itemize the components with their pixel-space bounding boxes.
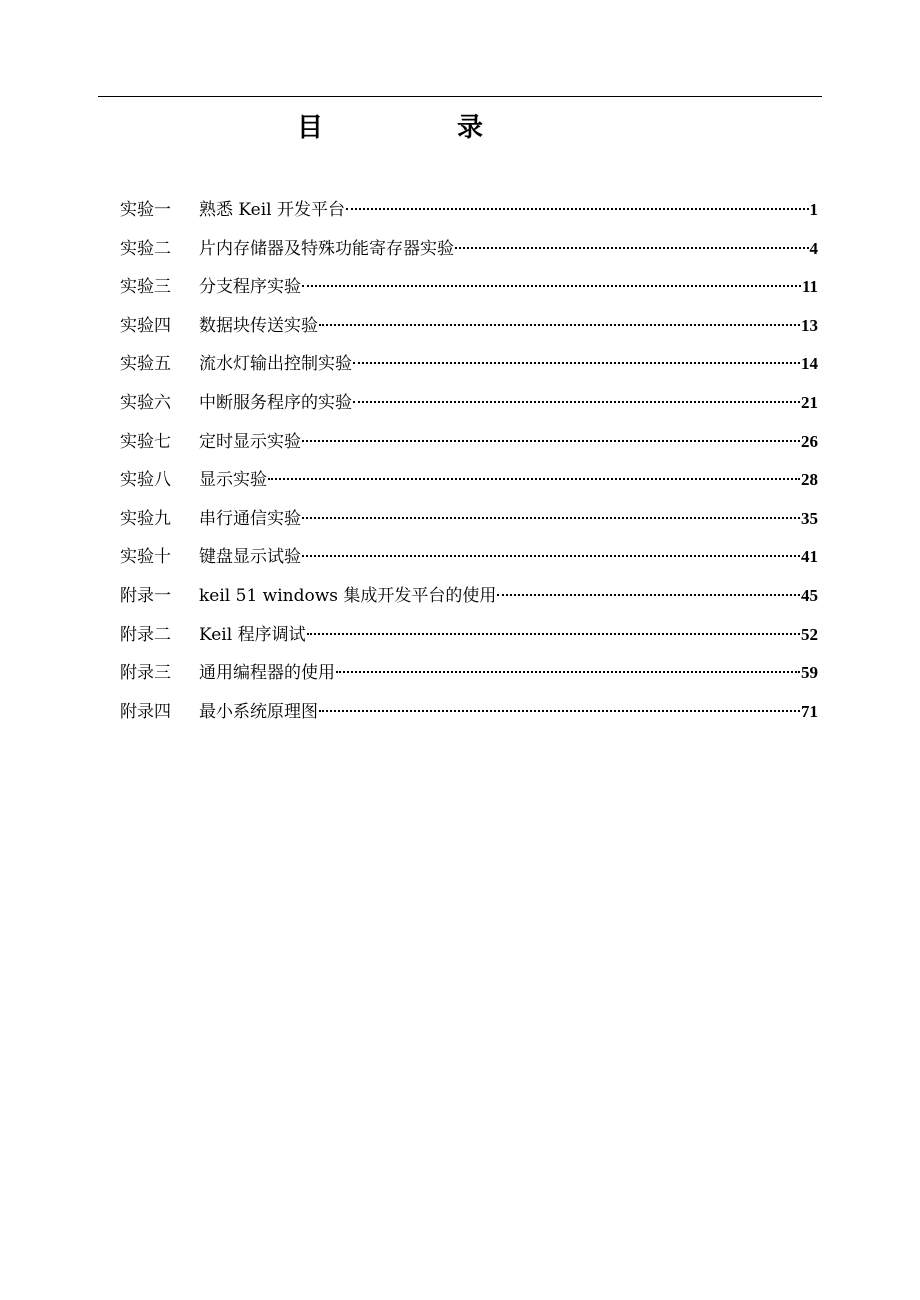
toc-entry-label: 附录一 <box>120 585 171 606</box>
toc-entry-title: 键盘显示试验 <box>199 547 301 568</box>
toc-entry-title: Keil 程序调试 <box>199 624 306 645</box>
toc-entry-title: 显示实验 <box>199 470 267 491</box>
toc-dot-leader <box>336 671 800 673</box>
toc-entry[interactable] <box>120 695 818 734</box>
toc-page-number: 35 <box>801 508 818 528</box>
toc-page-number: 41 <box>801 547 818 567</box>
toc-entry-label: 附录四 <box>120 701 171 722</box>
toc-page-number: 4 <box>809 238 818 258</box>
toc-entry-title: keil 51 windows 集成开发平台的使用 <box>199 585 497 606</box>
toc-page-number: 45 <box>801 585 818 605</box>
toc-dot-leader <box>497 594 800 596</box>
toc-entry-label: 实验一 <box>120 200 171 220</box>
toc-entry[interactable] <box>120 502 818 541</box>
toc-entry[interactable] <box>120 540 818 579</box>
toc-entry-label: 实验八 <box>120 470 171 491</box>
toc-entry-title: 分支程序实验 <box>199 277 301 298</box>
toc-entry[interactable] <box>120 270 818 309</box>
toc-dot-leader <box>302 285 801 287</box>
toc-page-number: 26 <box>801 431 818 451</box>
toc-dot-leader <box>319 710 800 712</box>
toc-page-number: 28 <box>801 470 818 490</box>
toc-entry-title: 定时显示实验 <box>199 431 301 452</box>
toc-dot-leader <box>346 208 809 210</box>
toc-page-number: 59 <box>801 663 818 683</box>
toc-dot-leader <box>268 478 800 480</box>
toc-entry-title: 流水灯输出控制实验 <box>199 354 352 375</box>
toc-dot-leader <box>455 247 809 249</box>
toc-entry-label: 实验四 <box>120 315 171 336</box>
toc-entry[interactable] <box>120 309 818 348</box>
toc-dot-leader <box>302 555 800 557</box>
toc-page-number: 1 <box>809 200 818 219</box>
toc-entry[interactable] <box>120 347 818 386</box>
toc-entry-label: 实验十 <box>120 547 171 568</box>
toc-entry-label: 附录二 <box>120 624 171 645</box>
toc-entry-label: 附录三 <box>120 663 171 684</box>
toc-entry-title: 通用编程器的使用 <box>199 663 335 684</box>
toc-page-number: 14 <box>801 354 818 374</box>
header-rule <box>98 96 822 97</box>
toc-entry-label: 实验五 <box>120 354 171 375</box>
toc-dot-leader <box>307 633 800 635</box>
toc-page-number: 71 <box>801 701 818 721</box>
toc-dot-leader <box>302 440 800 442</box>
toc-entry[interactable] <box>120 463 818 502</box>
toc-entry[interactable] <box>120 425 818 464</box>
toc-entry-title: 数据块传送实验 <box>199 315 318 336</box>
toc-dot-leader <box>302 517 800 519</box>
page-title: 目 录 <box>296 113 537 143</box>
toc-entry-title: 片内存储器及特殊功能寄存器实验 <box>199 238 454 259</box>
toc-page-number: 11 <box>801 277 818 297</box>
toc-entry-label: 实验二 <box>120 238 171 259</box>
toc-entry[interactable] <box>120 656 818 695</box>
toc-dot-leader <box>319 324 800 326</box>
toc-entry-label: 实验九 <box>120 508 171 529</box>
toc-entry-title: 最小系统原理图 <box>199 701 318 722</box>
toc-entry-title: 熟悉 Keil 开发平台 <box>199 200 345 220</box>
toc-entry-title: 串行通信实验 <box>199 508 301 529</box>
toc-page-number: 21 <box>801 392 818 412</box>
toc-entry-label: 实验六 <box>120 392 171 413</box>
toc-page-number: 13 <box>801 315 818 335</box>
toc-dot-leader <box>353 401 800 403</box>
toc-entry-title: 中断服务程序的实验 <box>199 392 352 413</box>
toc-dot-leader <box>353 362 800 364</box>
toc-entry[interactable] <box>120 193 818 232</box>
toc-entry[interactable] <box>120 579 818 618</box>
toc-entry-label: 实验七 <box>120 431 171 452</box>
toc-list <box>120 193 818 733</box>
toc-page-number: 52 <box>801 624 818 644</box>
toc-entry-label: 实验三 <box>120 277 171 298</box>
toc-entry[interactable] <box>120 386 818 425</box>
toc-entry[interactable] <box>120 618 818 657</box>
toc-entry[interactable] <box>120 232 818 271</box>
